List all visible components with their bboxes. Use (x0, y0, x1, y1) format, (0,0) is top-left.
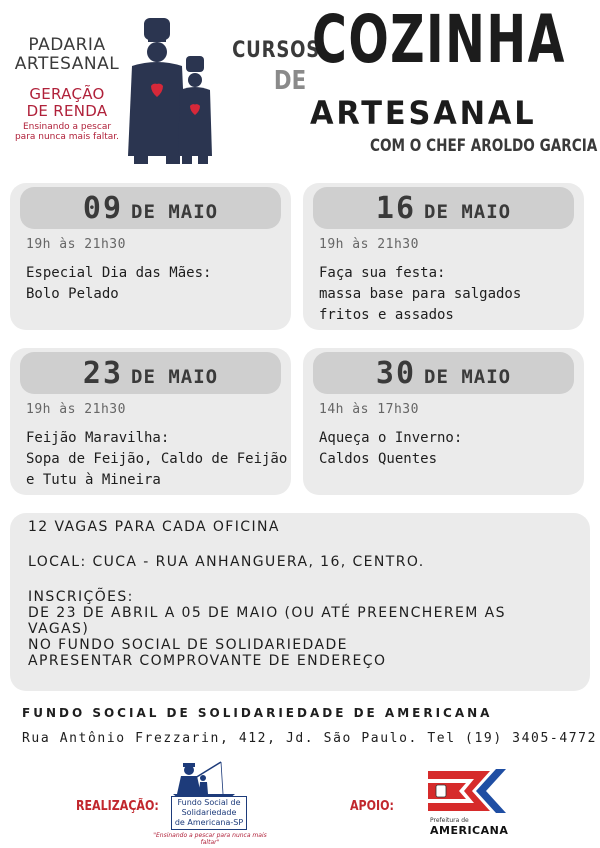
class-card-3 (10, 348, 291, 495)
class-description-line: Feijão Maravilha: (26, 430, 170, 446)
logo-padaria-line2: ARTESANAL (14, 54, 120, 74)
info-inscricoes-line: APRESENTAR COMPROVANTE DE ENDEREÇO (28, 653, 387, 669)
class-description-line: Aqueça o Inverno: (319, 430, 463, 446)
chef-figures-logo (120, 6, 230, 166)
title-cursos: CURSOS (232, 38, 321, 63)
class-description-line: Caldos Quentes (319, 451, 438, 467)
class-description-line: Faça sua festa: (319, 265, 446, 281)
info-inscricoes-title: INSCRIÇÕES: (28, 589, 134, 605)
class-card-2 (303, 183, 584, 330)
class-card-header (313, 187, 574, 229)
class-day: 30 (375, 356, 417, 391)
prefeitura-americana-logo (426, 765, 516, 840)
fundo-social-logo (145, 760, 275, 846)
class-time: 19h às 21h30 (26, 402, 126, 417)
class-card-4 (303, 348, 584, 495)
title-artesanal: ARTESANAL (310, 94, 537, 132)
fundo-social-tagline: "Ensinando a pescar para nunca mais faltar" (153, 832, 267, 846)
logo-tagline-line1: Ensinando a pescar (22, 122, 112, 132)
class-description-line: Bolo Pelado (26, 286, 119, 302)
class-card-header (20, 187, 281, 229)
info-inscricoes-line: DE 23 DE ABRIL A 05 DE MAIO (OU ATÉ PREENCHEREM AS (28, 605, 506, 621)
class-day: 23 (82, 356, 124, 391)
class-time: 19h às 21h30 (319, 237, 419, 252)
logo-tagline-line2: para nunca mais faltar. (14, 132, 120, 142)
logo-geracao-line2: DE RENDA (26, 102, 108, 120)
fisherman-icon (145, 760, 275, 800)
class-card-header (313, 352, 574, 394)
class-month: DE MAIO (131, 366, 219, 388)
info-local: LOCAL: CUCA - RUA ANHANGUERA, 16, CENTRO. (28, 554, 425, 570)
title-cozinha: COZINHA (312, 1, 566, 78)
class-month: DE MAIO (424, 366, 512, 388)
class-month: DE MAIO (131, 201, 219, 223)
class-description-line: massa base para salgados (319, 286, 522, 302)
logo-geracao-line1: GERAÇÃO (29, 85, 105, 103)
class-day: 16 (375, 191, 417, 226)
footer-address: Rua Antônio Frezzarin, 412, Jd. São Paulo. Tel (19) 3405-4772 (22, 731, 598, 746)
padaria-artesanal-logo (8, 6, 233, 166)
class-description-line: Sopa de Feijão, Caldo de Feijão (26, 451, 288, 467)
class-day: 09 (82, 191, 124, 226)
class-description (319, 263, 576, 326)
flag-logo (426, 765, 516, 817)
class-description-line: e Tutu à Mineira (26, 472, 161, 488)
apoio-label: APOIO: (350, 799, 394, 814)
logo-text-group (12, 36, 122, 142)
fss-line: de Americana-SP (174, 818, 244, 827)
americana-label: AMERICANA (430, 824, 509, 837)
info-block (10, 513, 590, 691)
class-card-1 (10, 183, 291, 330)
class-card-header (20, 352, 281, 394)
class-description (26, 263, 283, 305)
info-inscricoes-line: VAGAS) (28, 621, 90, 637)
class-time: 14h às 17h30 (319, 402, 419, 417)
fss-line: Fundo Social de (177, 798, 241, 807)
class-description-line: Especial Dia das Mães: (26, 265, 212, 281)
info-inscricoes-line: NO FUNDO SOCIAL DE SOLIDARIEDADE (28, 637, 348, 653)
realizacao-label: REALIZAÇÃO: (76, 799, 159, 814)
footer-org-name: FUNDO SOCIAL DE SOLIDARIEDADE DE AMERICANA (22, 706, 493, 720)
class-description (26, 428, 288, 491)
prefeitura-label: Prefeitura de (430, 817, 469, 824)
logo-padaria-line1: PADARIA (28, 35, 106, 55)
class-time: 19h às 21h30 (26, 237, 126, 252)
class-description (319, 428, 576, 470)
title-de: DE (273, 66, 307, 96)
class-month: DE MAIO (424, 201, 512, 223)
title-chef: COM O CHEF AROLDO GARCIA (370, 136, 598, 156)
fundo-social-text-box (171, 796, 247, 830)
info-vagas: 12 VAGAS PARA CADA OFICINA (28, 519, 280, 535)
class-description-line: fritos e assados (319, 307, 454, 323)
fss-line: Solidariedade (181, 808, 237, 817)
